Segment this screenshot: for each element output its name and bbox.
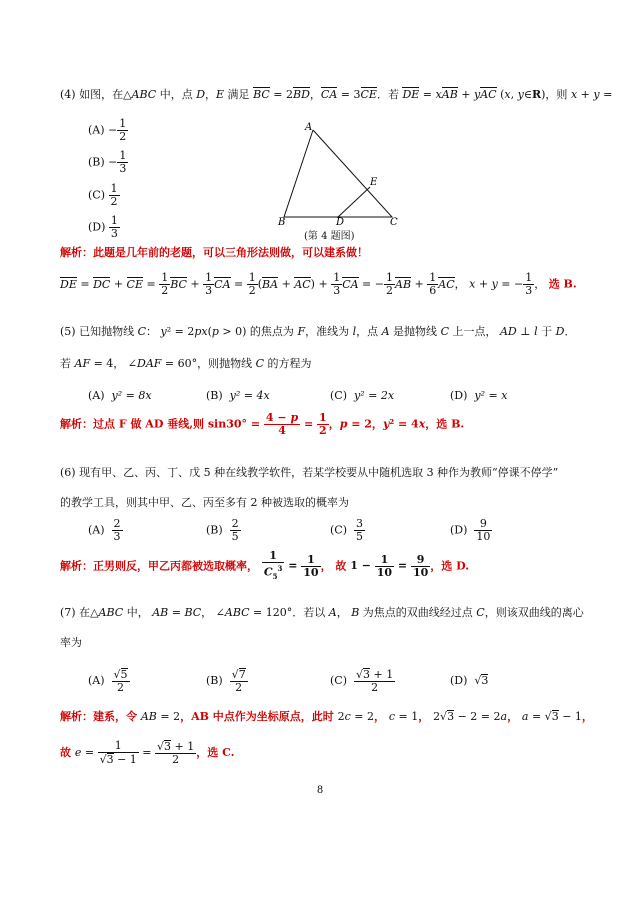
q6-option-a: (A) $\frac{2}{3}$ [88, 517, 121, 543]
q5-option-d: (D) y² = x [450, 389, 508, 402]
q4-prompt: (4) 如图，在△ABC 中，点 D，E 满足 BC = 2BD，CA = 3CE．若 DE = xAB + yAC (x, y∈R)，则 x + y = [60, 88, 613, 101]
q6-line2: 的教学工具，则其中甲、乙、丙至多有 2 种被选取的概率为 [60, 496, 349, 509]
q5-analysis: 解析：过点 F 做 AD 垂线,则 sin30° = $\frac{4 - p}{4}$ = $\frac{1}{2}$ ，p = 2，y² = 4x，选 B. [60, 411, 465, 437]
q4-triangle-figure [270, 118, 410, 228]
point-d-label: D [336, 217, 345, 228]
segment-de [338, 187, 370, 217]
q7-analysis-line2: 故 e = $\frac{1}{√3 - 1}$ = $\frac{√3 + 1}{2}$ ，选 C. [60, 739, 235, 766]
q7-option-c: (C) $\frac{√3 + 1}{2}$ [330, 668, 394, 694]
q7-analysis-line1: 解析：建系，令 AB = 2，AB 中点作为坐标原点，此时 2c = 2， c = 1， 2√3 − 2 = 2a， a = √3 − 1， [60, 710, 593, 723]
point-a-label: A [305, 122, 313, 133]
q5-line1: (5) 已知抛物线 C： y² = 2px(p > 0) 的焦点为 F，准线为 l，点 A 是抛物线 C 上一点， AD ⊥ l 于 D． [60, 325, 576, 338]
q5-option-a: (A) y² = 8x [88, 389, 152, 402]
point-e-label: E [370, 177, 378, 188]
q4-option-b: (B) − $\frac{1}{3}$ [88, 149, 127, 175]
q5-option-b: (B) y² = 4x [206, 389, 270, 402]
q6-option-b: (B) $\frac{2}{5}$ [206, 517, 239, 543]
point-b-label: B [278, 217, 286, 228]
q4-solution: DE = DC + CE = $\frac{1}{2}$ BC + $\frac{1}{3}$ CA = $\frac{1}{2}$ (BA + AC) + $\frac{1}{3}$ CA = − $\frac{1}{2}$ AB + $\frac{1}{6}$ AC， x + y = − $\frac{1}{3}$ ， 选 B. [60, 271, 577, 297]
q4-analysis: 解析：此题是几年前的老题，可以三角形法则做，可以建系做！ [60, 246, 368, 259]
q4-option-d: (D) $\frac{1}{3}$ [88, 214, 118, 240]
point-c-label: C [390, 217, 398, 228]
q6-option-c: (C) $\frac{3}{5}$ [330, 517, 363, 543]
q7-line2: 率为 [60, 636, 82, 649]
q7-option-a: (A) $\frac{√5}{2}$ [88, 668, 128, 694]
q7-line1: (7) 在△ABC 中， AB = BC， ∠ABC = 120°．若以 A， B 为焦点的双曲线经过点 C，则该双曲线的离心 [60, 606, 584, 619]
q5-option-c: (C) y² = 2x [330, 389, 395, 402]
q6-analysis: 解析：正男则反，甲乙丙都被选取概率， $\frac{1}{C_5^3}$ = $\frac{1}{10}$ ， 故 1 − $\frac{1}{10}$ = $\frac{9}{10}$ ，选 D. [60, 549, 470, 581]
triangle-sides [284, 130, 392, 217]
q7-option-b: (B) $\frac{√7}{2}$ [206, 668, 246, 694]
q4-option-c: (C) $\frac{1}{2}$ [88, 182, 118, 208]
q6-option-d: (D) $\frac{9}{10}$ [450, 517, 491, 543]
q6-line1: (6) 现有甲、乙、丙、丁、戊 5 种在线教学软件，若某学校要从中随机选取 3 种作为教师“停课不停学” [60, 466, 559, 479]
q5-line2: 若 AF = 4， ∠DAF = 60°，则抛物线 C 的方程为 [60, 357, 312, 370]
q4-option-a: (A) − $\frac{1}{2}$ [88, 117, 127, 143]
q7-option-d: (D) √3 [450, 674, 489, 687]
page-number: 8 [316, 785, 324, 796]
q4-figure-caption: (第 4 题图) [304, 231, 355, 242]
